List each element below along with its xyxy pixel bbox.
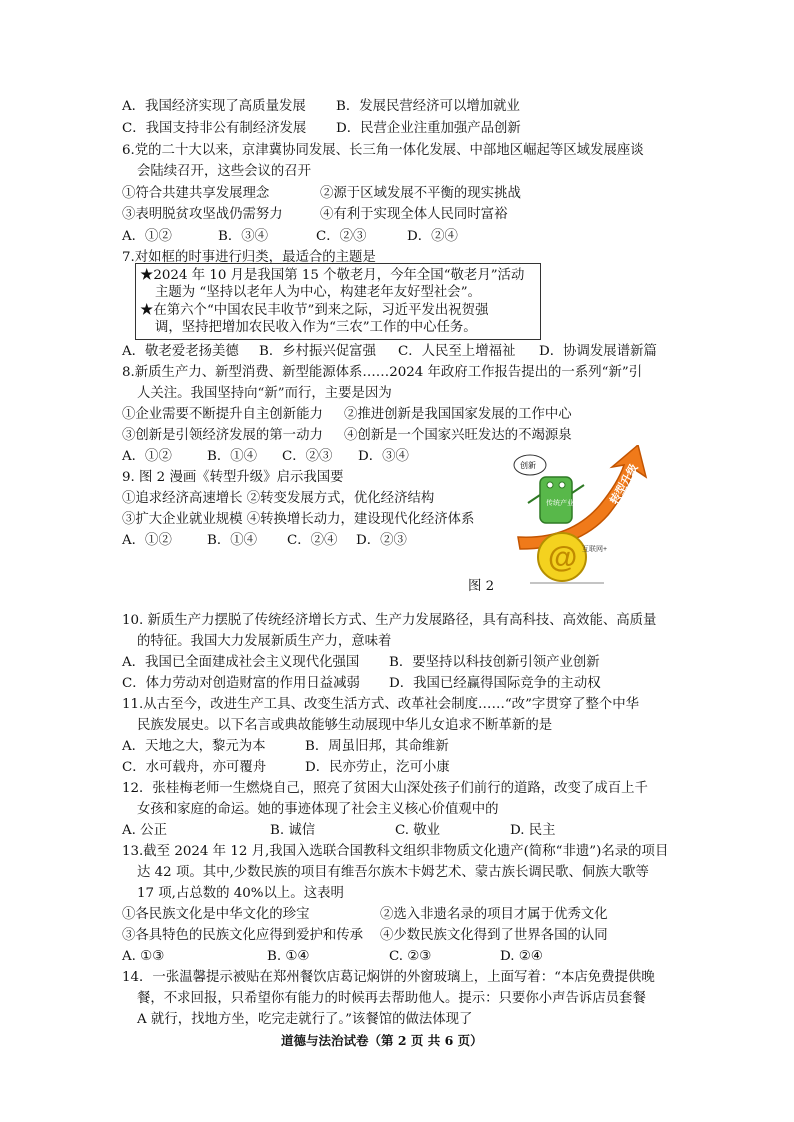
q14-stem-line2: 餐，不求回报，只希望你有能力的时候再去帮助他人。提示：只要你小声告诉店员套餐 [137,991,646,1006]
q11-option-b: B．周虽旧邦，其命维新 [305,739,449,754]
q9-option-d: D．②③ [356,533,407,548]
page-footer: 道德与法治试卷（第 2 页 共 6 页） [281,1033,483,1048]
at-symbol: @ [548,541,578,574]
q7-stem: 7.对如框的时事进行归类，最适合的主题是 [122,250,376,265]
q6-statement-1: ①符合共建共享发展理念 [122,186,270,201]
q13-statement-3: ③各具特色的民族文化应得到爱护和传承 [122,928,364,943]
q14-stem-line3: A 就行，找地方坐，吃完走就行了。”该餐馆的做法体现了 [137,1012,473,1027]
q6-statement-4: ④有利于实现全体人民同时富裕 [320,207,508,222]
transformation-cartoon-figure [500,445,660,585]
q8-option-b: B．①④ [207,449,258,464]
speech-bubble-text: 创新 [520,461,536,470]
q7-option-c: C．人民至上增福祉 [398,344,516,359]
q12-stem-line1: 12．张桂梅老师一生燃烧自己，照亮了贫困大山深处孩子们前行的道路，改变了成百上千 [122,781,648,796]
q8-statement-2: ②推进创新是我国国家发展的工作中心 [344,407,572,422]
q10-stem-line1: 10. 新质生产力摆脱了传统经济增长方式、生产力发展路径，具有高科技、高效能、高质量 [122,613,657,628]
q11-stem-line1: 11.从古至今，改进生产工具、改变生活方式、改革社会制度……“改”字贯穿了整个中华 [122,697,640,712]
q5-option-a: A．我国经济实现了高质量发展 [122,99,306,114]
q9-stem: 9. 图 2 漫画《转型升级》启示我国要 [122,470,344,485]
character-eye-icon [559,482,565,488]
q12-stem-line2: 女孩和家庭的命运。她的事迹体现了社会主义核心价值观中的 [137,802,499,817]
figure-2-caption: 图 2 [468,579,495,594]
q6-statement-3: ③表明脱贫攻坚战仍需努力 [122,207,283,222]
q7-option-a: A．敬老爱老扬美德 [122,344,239,359]
q8-stem-line1: 8.新质生产力、新型消费、新型能源体系……2024 年政府工作报告提出的一系列“新”引 [122,365,643,380]
q8-option-a: A．①② [122,449,172,464]
q5-option-d: D．民营企业注重加强产品创新 [336,121,521,136]
q14-stem-line1: 14．一张温馨提示被贴在郑州餐饮店葛记焖饼的外窗玻璃上，上面写着：“本店免费提供晚 [122,970,655,985]
q7-box-line1: ★2024 年 10 月是我国第 15 个敬老月，今年全国“敬老月”活动 [140,268,525,283]
q10-stem-line2: 的特征。我国大力发展新质生产力，意味着 [137,634,392,649]
q13-statement-4: ④少数民族文化得到了世界各国的认同 [380,928,608,943]
character-eye-icon [547,482,553,488]
q9-statements-3-4: ③扩大企业就业规模 ④转换增长动力，建设现代化经济体系 [122,512,475,527]
q6-statement-2: ②源于区域发展不平衡的现实挑战 [320,186,521,201]
q7-box-line3: ★在第六个“中国农民丰收节”到来之际，习近平发出祝贺强 [140,303,489,318]
q7-box-line2: 主题为 “坚持以老年人为中心，构建老年友好型社会”。 [155,285,481,300]
character-arm [528,495,540,503]
q13-stem-line2: 达 42 项。其中,少数民族的项目有维吾尔族木卡姆艺术、蒙古族长调民歌、侗族大歌等 [137,865,649,880]
q10-option-d: D．我国已经赢得国际竞争的主动权 [389,676,601,691]
q13-statement-2: ②选入非遗名录的项目才属于优秀文化 [380,907,608,922]
q10-option-b: B．要坚持以科技创新引领产业创新 [389,655,600,670]
q13-stem-line1: 13.截至 2024 年 12 月,我国入选联合国教科文组织非物质文化遗产(简称“非遗”)名录的项目 [122,844,669,859]
q8-stem-line2: 人关注。我国坚持向“新”而行，主要是因为 [137,386,392,401]
q5-option-b: B．发展民营经济可以增加就业 [336,99,520,114]
q9-option-a: A．①② [122,533,172,548]
q7-option-d: D．协调发展谱新篇 [539,344,657,359]
q9-option-b: B．①④ [207,533,258,548]
at-wheel-label: 互联网+ [582,546,608,553]
character-arm [572,485,584,493]
q13-option-c: C. ②③ [389,949,432,964]
q11-option-c: C．水可载舟，亦可覆舟 [122,760,267,775]
q8-option-c: C．②③ [282,449,333,464]
q13-statement-1: ①各民族文化是中华文化的珍宝 [122,907,310,922]
block-label: 传统产业 [546,500,574,507]
q13-option-b: B. ①④ [267,949,310,964]
q12-option-b: B. 诚信 [270,823,316,838]
q11-option-a: A．天地之大，黎元为本 [122,739,266,754]
q6-option-c: C．②③ [316,229,367,244]
q8-option-d: D．③④ [358,449,409,464]
q8-statement-4: ④创新是一个国家兴旺发达的不竭源泉 [344,428,572,443]
q12-option-a: A. 公正 [122,823,167,838]
q7-box-line4: 调，坚持把增加农民收入作为“三农”工作的中心任务。 [155,320,477,335]
q7-option-b: B．乡村振兴促富强 [259,344,376,359]
q10-option-c: C．体力劳动对创造财富的作用日益减弱 [122,676,360,691]
q6-stem-line1: 6.党的二十大以来，京津冀协同发展、长三角一体化发展、中部地区崛起等区域发展座谈 [122,143,644,158]
arrow-label: 转型升级 [608,462,641,507]
q13-option-d: D. ②④ [500,949,543,964]
q6-option-a: A．①② [122,229,172,244]
q8-statement-3: ③创新是引领经济发展的第一动力 [122,428,323,443]
q9-option-c: C．②④ [287,533,338,548]
q11-stem-line2: 民族发展史。以下名言或典故能够生动展现中华儿女追求不断革新的是 [137,718,553,733]
q11-option-d: D．民亦劳止，汔可小康 [305,760,450,775]
q12-option-c: C. 敬业 [395,823,441,838]
q12-option-d: D. 民主 [510,823,556,838]
q6-stem-line2: 会陆续召开，这些会议的召开 [137,164,312,179]
q13-stem-line3: 17 项,占总数的 40%以上。这表明 [137,886,344,901]
q9-statements-1-2: ①追求经济高速增长 ②转变发展方式，优化经济结构 [122,491,435,506]
q5-option-c: C．我国支持非公有制经济发展 [122,121,307,136]
q8-statement-1: ①企业需要不断提升自主创新能力 [122,407,323,422]
q10-option-a: A．我国已全面建成社会主义现代化强国 [122,655,360,670]
q6-option-b: B．③④ [218,229,269,244]
q13-option-a: A. ①③ [122,949,165,964]
q6-option-d: D．②④ [407,229,458,244]
